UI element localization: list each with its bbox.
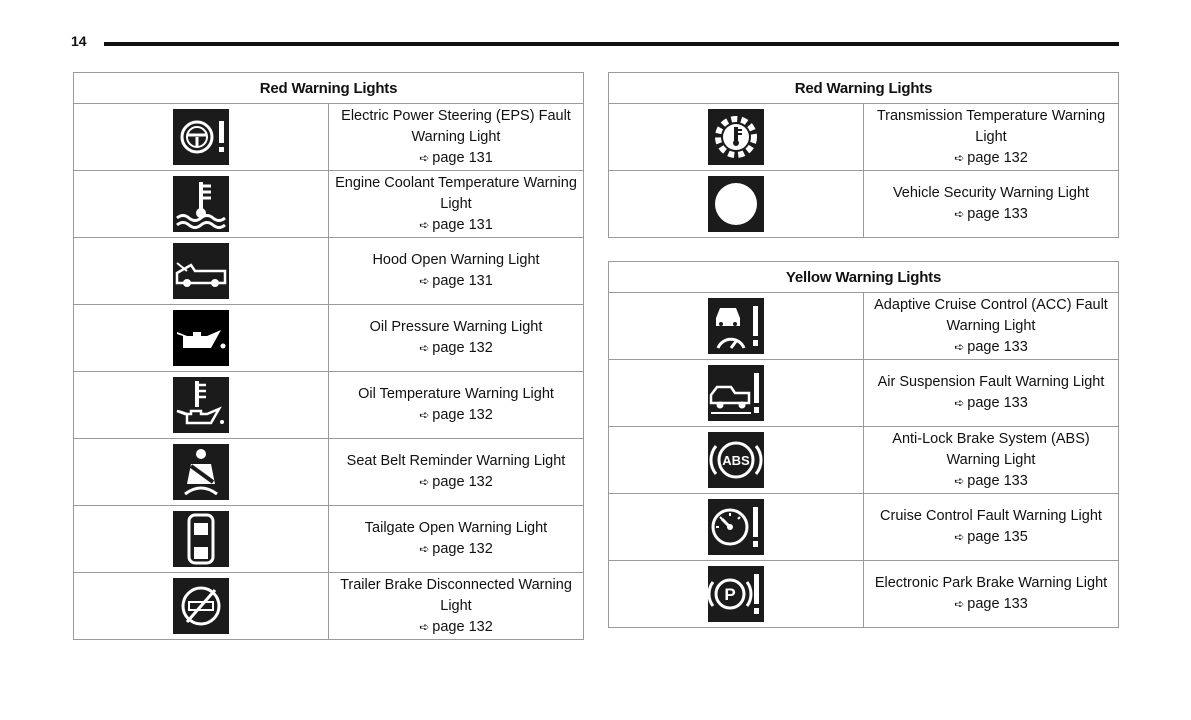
- page-reference-link[interactable]: ➪ page 131: [419, 273, 493, 289]
- page-reference-link[interactable]: ➪ page 131: [419, 216, 493, 233]
- table-row: [74, 104, 584, 171]
- page-reference-link[interactable]: ➪ page 132: [419, 474, 493, 490]
- arrow-right-icon: ➪: [419, 619, 430, 634]
- page-reference-link[interactable]: ➪ page 135: [954, 529, 1028, 545]
- oil-can-icon: [173, 310, 229, 366]
- tailgate-open-icon: [173, 511, 229, 567]
- table-title: Red Warning Lights: [609, 73, 1119, 104]
- table-row: [609, 494, 1119, 561]
- hood-open-icon: [173, 243, 229, 299]
- svg-text:P: P: [724, 585, 736, 604]
- page-reference-link[interactable]: ➪ page 132: [419, 407, 493, 423]
- page-reference-link[interactable]: ➪ page 133: [954, 206, 1028, 222]
- table-row: [74, 171, 584, 238]
- arrow-right-icon: ➪: [954, 473, 965, 488]
- page-reference-link[interactable]: ➪ page 133: [954, 472, 1028, 489]
- arrow-right-icon: ➪: [419, 150, 430, 165]
- cruise-control-fault-icon: [708, 499, 764, 555]
- transmission-temperature-icon: [708, 109, 764, 165]
- row-label: Trailer Brake Disconnected Warning Light: [340, 576, 572, 614]
- trailer-brake-disconnected-icon: [173, 578, 229, 634]
- oil-temperature-icon: [173, 377, 229, 433]
- arrow-right-icon: ➪: [419, 341, 430, 355]
- arrow-right-icon: ➪: [954, 396, 965, 410]
- table-row: [74, 305, 584, 372]
- table-row: [74, 573, 584, 640]
- arrow-right-icon: ➪: [954, 339, 965, 354]
- table-row: [609, 427, 1119, 494]
- coolant-temperature-icon: [173, 176, 229, 232]
- adaptive-cruise-fault-icon: [708, 298, 764, 354]
- row-label: Seat Belt Reminder Warning Light: [346, 453, 566, 469]
- arrow-right-icon: ➪: [954, 150, 965, 165]
- arrow-right-icon: ➪: [419, 542, 430, 556]
- svg-text:ABS: ABS: [722, 453, 750, 468]
- row-label: Vehicle Security Warning Light: [892, 185, 1090, 201]
- arrow-right-icon: ➪: [954, 207, 965, 221]
- table-row: [74, 439, 584, 506]
- row-label: Tailgate Open Warning Light: [364, 520, 548, 536]
- table-row: [74, 238, 584, 305]
- seat-belt-icon: [173, 444, 229, 500]
- header-rule: [104, 42, 1119, 46]
- row-label: Cruise Control Fault Warning Light: [880, 508, 1102, 524]
- page-reference-link[interactable]: ➪ page 132: [419, 340, 493, 356]
- arrow-right-icon: ➪: [419, 217, 430, 232]
- row-label: Oil Pressure Warning Light: [369, 319, 543, 335]
- arrow-right-icon: ➪: [419, 475, 430, 489]
- arrow-right-icon: ➪: [954, 530, 965, 544]
- abs-icon: [708, 432, 764, 488]
- arrow-right-icon: ➪: [419, 408, 430, 422]
- table-row: [74, 506, 584, 573]
- table-row: [609, 293, 1119, 360]
- row-label: Oil Temperature Warning Light: [358, 386, 554, 402]
- table-row: [609, 360, 1119, 427]
- page-reference-link[interactable]: ➪ page 133: [954, 596, 1028, 612]
- row-label: Anti-Lock Brake System (ABS) Warning Light: [892, 430, 1090, 468]
- table-row: [74, 372, 584, 439]
- row-label: Air Suspension Fault Warning Light: [877, 374, 1105, 390]
- row-label: Adaptive Cruise Control (ACC) Fault Warning Light: [874, 296, 1108, 334]
- page-reference-link[interactable]: ➪ page 133: [954, 395, 1028, 411]
- page-reference-link[interactable]: ➪ page 131: [419, 149, 493, 166]
- air-suspension-fault-icon: [708, 365, 764, 421]
- table-row: [609, 104, 1119, 171]
- page-reference-link[interactable]: ➪ page 132: [954, 149, 1028, 166]
- table-row: [609, 171, 1119, 238]
- page-number: 14: [71, 33, 87, 49]
- steering-wheel-exclamation-icon: [173, 109, 229, 165]
- row-label: Transmission Temperature Warning Light: [876, 107, 1106, 145]
- page-reference-link[interactable]: ➪ page 133: [954, 338, 1028, 355]
- table-title: Yellow Warning Lights: [609, 262, 1119, 293]
- park-brake-icon: [708, 566, 764, 622]
- table-title: Red Warning Lights: [74, 73, 584, 104]
- vehicle-security-icon: [708, 176, 764, 232]
- arrow-right-icon: ➪: [954, 597, 965, 611]
- page-reference-link[interactable]: ➪ page 132: [419, 618, 493, 635]
- row-label: Hood Open Warning Light: [372, 252, 540, 268]
- row-label: Electronic Park Brake Warning Light: [874, 575, 1108, 591]
- red-warning-lights-table-left: [73, 72, 584, 640]
- page-reference-link[interactable]: ➪ page 132: [419, 541, 493, 557]
- yellow-warning-lights-table: [608, 261, 1119, 628]
- red-warning-lights-table-right: [608, 72, 1119, 238]
- row-label: Engine Coolant Temperature Warning Light: [335, 174, 577, 212]
- row-label: Electric Power Steering (EPS) Fault Warning Light: [341, 107, 571, 145]
- arrow-right-icon: ➪: [419, 274, 430, 288]
- table-row: [609, 561, 1119, 628]
